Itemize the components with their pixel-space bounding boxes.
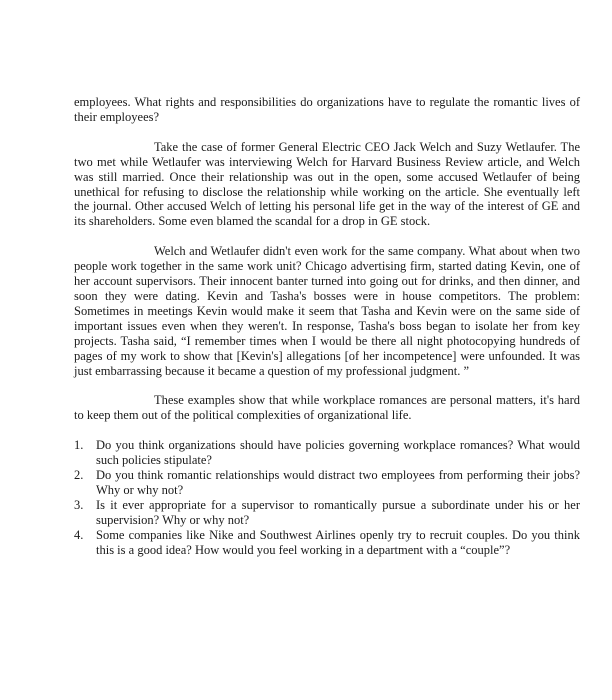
question-number: 3. [74, 497, 84, 512]
paragraph-intro-continuation: employees. What rights and responsibilities do organizations have to regulate the romantic lives of their employees? [74, 95, 580, 124]
question-item [74, 528, 580, 558]
question-text: Do you think organizations should have policies governing workplace romances? What would such policies stipulate? [96, 438, 580, 468]
question-item [74, 498, 580, 528]
question-number: 4. [74, 527, 84, 542]
discussion-questions-list [74, 438, 580, 557]
question-number: 1. [74, 438, 84, 453]
document-page [74, 95, 580, 557]
question-number: 2. [74, 468, 84, 483]
paragraph-kevin-tasha: Welch and Wetlaufer didn't even work for the same company. What about when two people work together in the same work unit? Chicago advertising firm, started dating Kevin, one of her account supervisors. Their innocent banter turned into going out for drinks, and then dinner, and soon they were dating. Kevin and Tasha's bosses were in house competitors. The problem: Sometimes in meetings Kevin would make it seem that Tasha and Kevin were on the same side of important issues even when they weren't. In response, Tasha's boss began to isolate her from key projects. Tasha said, “I remember times when I would be there all night photocopying hundreds of pages of my work to show that [Kevin's] allegations [of her incompetence] were unfounded. It was just embarrassing because it became a question of my professional judgment. ” [74, 244, 580, 378]
paragraph-conclusion: These examples show that while workplace romances are personal matters, it's hard to keep them out of the political complexities of organizational life. [74, 393, 580, 423]
question-item [74, 468, 580, 498]
question-text: Is it ever appropriate for a supervisor to romantically pursue a subordinate under his or her supervision? Why or why not? [96, 497, 580, 527]
question-text: Some companies like Nike and Southwest Airlines openly try to recruit couples. Do you think this is a good idea? How would you feel working in a department with a “couple”? [96, 527, 580, 557]
paragraph-welch-wetlaufer: Take the case of former General Electric CEO Jack Welch and Suzy Wetlaufer. The two met while Wetlaufer was interviewing Welch for Harvard Business Review article, and Welch was still married. Once their relationship was out in the open, some accused Wetlaufer of being unethical for refusing to disclose the relationship while working on the article. She eventually left the journal. Other accused Welch of letting his personal life get in the way of the interest of GE and its shareholders. Some even blamed the scandal for a drop in GE stock. [74, 139, 580, 229]
question-text: Do you think romantic relationships would distract two employees from performing their jobs? Why or why not? [96, 468, 580, 497]
question-item [74, 438, 580, 468]
